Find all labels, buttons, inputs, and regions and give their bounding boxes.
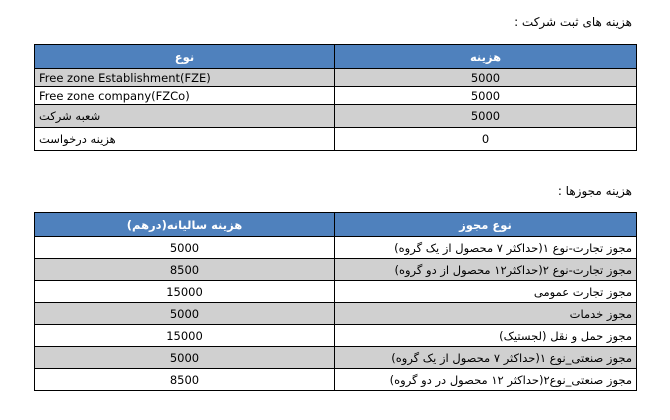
- row-cost: 5000: [335, 105, 637, 128]
- table-header-row: [35, 45, 637, 69]
- row-cost: 5000: [335, 87, 637, 105]
- table-row: [35, 369, 637, 391]
- row-license-type: مجوز تجارت-نوع ۲(حداکثر۱۲ محصول از دو گروه): [335, 259, 637, 281]
- table-row: [35, 303, 637, 325]
- table-row: [35, 325, 637, 347]
- table-row: [35, 69, 637, 87]
- table-row: [35, 347, 637, 369]
- row-type: Free zone company(FZCo): [35, 87, 335, 105]
- header-license-type: نوع مجوز: [335, 213, 637, 237]
- table-header-row: [35, 213, 637, 237]
- licenses-caption: هزینه مجوزها :: [557, 184, 632, 198]
- table-row: [35, 237, 637, 259]
- table-row: [35, 259, 637, 281]
- row-cost: 5000: [335, 69, 637, 87]
- row-cost: 8500: [35, 259, 335, 281]
- row-cost: 5000: [35, 303, 335, 325]
- row-cost: 15000: [35, 281, 335, 303]
- row-license-type: مجوز خدمات: [335, 303, 637, 325]
- row-cost: 15000: [35, 325, 335, 347]
- row-type: هزینه درخواست: [35, 128, 335, 151]
- registration-caption: هزینه های ثبت شرکت :: [514, 15, 632, 29]
- row-license-type: مجوز حمل و نقل (لجستیک): [335, 325, 637, 347]
- row-type: Free zone Establishment(FZE): [35, 69, 335, 87]
- row-license-type: مجوز صنعتی_نوع۲(حداکثر ۱۲ محصول در دو گروه): [335, 369, 637, 391]
- row-license-type: مجوز تجارت-نوع ۱(حداکثر ۷ محصول از یک گروه): [335, 237, 637, 259]
- table-row: [35, 281, 637, 303]
- row-cost: 5000: [35, 237, 335, 259]
- row-type: شعبه شرکت: [35, 105, 335, 128]
- header-annual-cost: هزینه سالیانه(درهم): [35, 213, 335, 237]
- row-cost: 8500: [35, 369, 335, 391]
- header-type: نوع: [35, 45, 335, 69]
- row-cost: 5000: [35, 347, 335, 369]
- license-cost-table: [34, 212, 637, 391]
- header-cost: هزینه: [335, 45, 637, 69]
- row-license-type: مجوز تجارت عمومی: [335, 281, 637, 303]
- table-row: [35, 105, 637, 128]
- table-row: [35, 87, 637, 105]
- row-cost: 0: [335, 128, 637, 151]
- row-license-type: مجوز صنعتی_نوع ۱(حداکثر ۷ محصول از یک گروه): [335, 347, 637, 369]
- table-row: [35, 128, 637, 151]
- registration-cost-table: [34, 44, 637, 151]
